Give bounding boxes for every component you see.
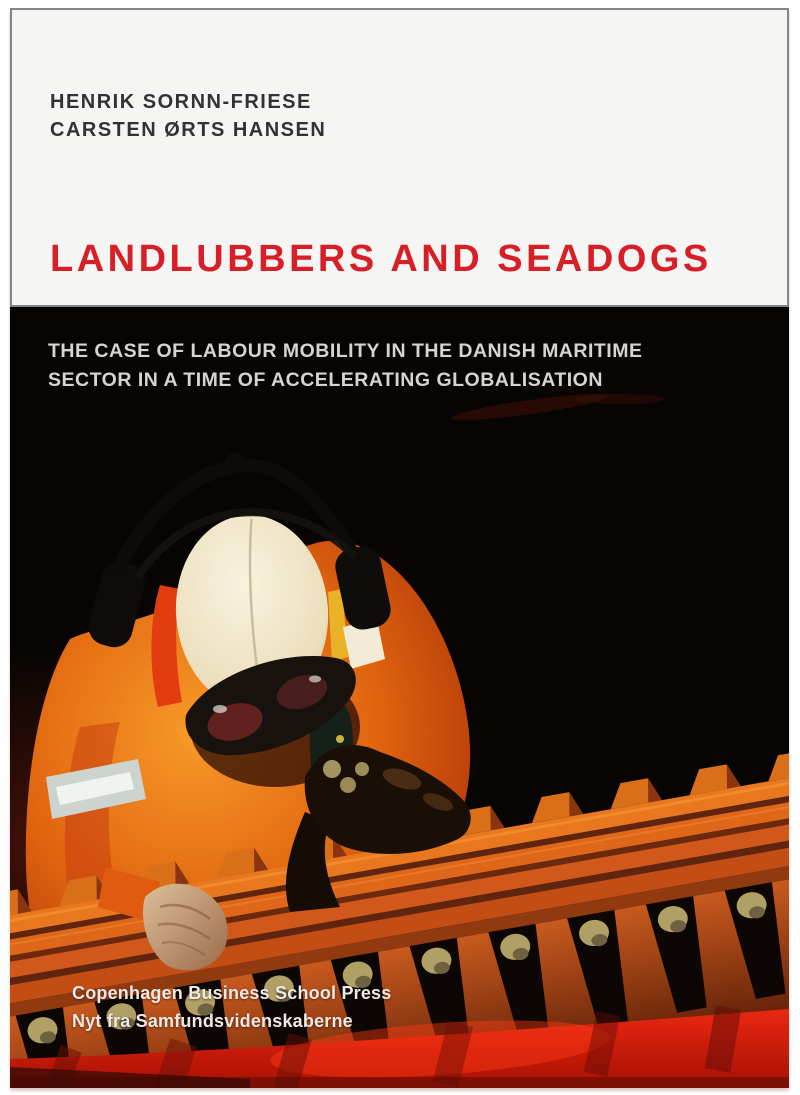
publisher-imprint bbox=[72, 979, 391, 1035]
publisher-line-1: Copenhagen Business School Press bbox=[72, 983, 392, 1003]
subtitle-line-2: SECTOR IN A TIME OF ACCELERATING GLOBALISATION bbox=[48, 369, 603, 391]
author-line-2: CARSTEN ØRTS HANSEN bbox=[50, 119, 327, 141]
headband-joint bbox=[225, 453, 245, 473]
subtitle-line-1: THE CASE OF LABOUR MOBILITY IN THE DANISH MARITIME bbox=[48, 340, 643, 362]
chain-link bbox=[336, 735, 344, 743]
author-names bbox=[50, 88, 326, 144]
cover-photo-illustration bbox=[10, 307, 789, 1088]
chain-in-hand bbox=[340, 777, 356, 793]
lens-glint bbox=[309, 676, 321, 683]
author-line-1: HENRIK SORNN-FRIESE bbox=[50, 91, 312, 113]
chain-in-hand bbox=[323, 760, 341, 778]
faint-highlight-2 bbox=[575, 394, 665, 404]
book-cover bbox=[10, 8, 789, 1088]
subtitle bbox=[48, 337, 642, 395]
cover-top-panel bbox=[10, 8, 789, 307]
photo-section bbox=[10, 307, 789, 1088]
book-title: LANDLUBBERS AND SEADOGS bbox=[50, 238, 712, 280]
publisher-line-2: Nyt fra Samfundsvidenskaberne bbox=[72, 1011, 353, 1031]
chain-in-hand bbox=[355, 762, 369, 776]
lens-glint bbox=[213, 705, 227, 713]
